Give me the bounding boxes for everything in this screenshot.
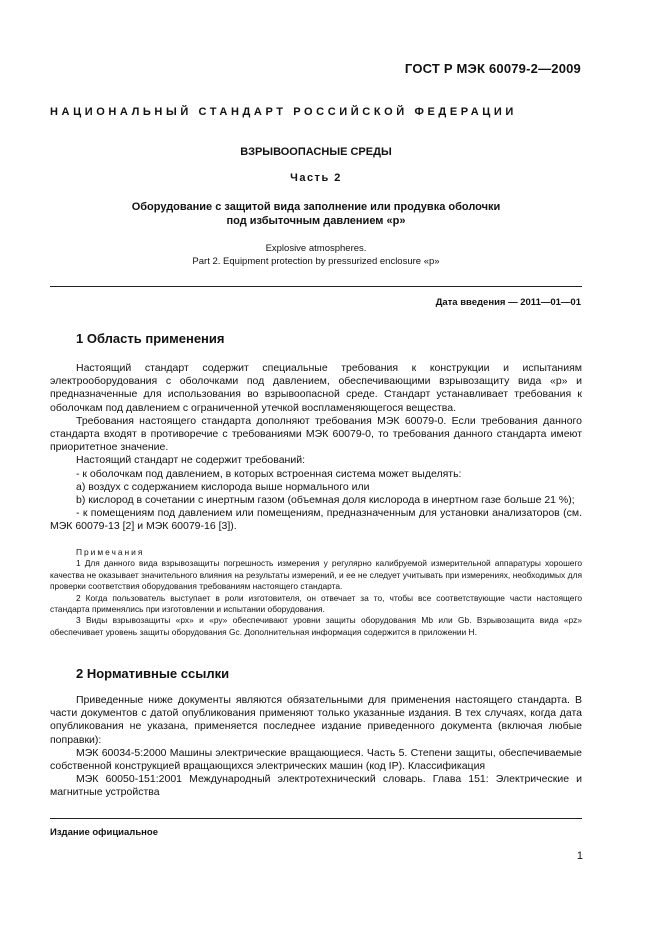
introduction-date: Дата введения — 2011—01—01 [435, 297, 581, 308]
notes-heading: Примечания [76, 547, 145, 557]
list-item: - к оболочкам под давлением, в которых встроенная система может выделять: [76, 467, 462, 480]
paragraph: Приведенные ниже документы являются обязательными для применения настоящего стандарта. В части документов с датой опубликования применяют только указанные издания. В тех случаях, когда дата опубликования не указана, применяется последнее издание приведенного документа (включая любые поправки): [50, 694, 582, 746]
paragraph: Настоящий стандарт содержит специальные требования к конструкции и испытаниям электрооборудования с оболочками под давлением, обеспечивающими взрывозащиту вида «р» и предназначенные для использования во взрывоопасной среде. Стандарт устанавливает требования к оболочкам под давлением с ограниченной утечкой воспламеняющегося вещества. [50, 362, 582, 414]
national-standard-banner: НАЦИОНАЛЬНЫЙ СТАНДАРТ РОССИЙСКОЙ ФЕДЕРАЦИИ [50, 106, 517, 118]
part-title-line-1: Оборудование с защитой вида заполнение или продувка оболочки [131, 201, 501, 213]
title-divider [50, 286, 582, 287]
section-1-body [50, 362, 582, 534]
note-item: 1 Для данного вида взрывозащиты погрешность измерения у регулярно калибруемой измерительной аппаратуры хорошего качества не оказывает значительного влияния на результаты измерений, и ее не следует учитывать при измерениях, необходимых для проверки соответствия оборудования требованиям настоящего стандарта. [50, 558, 582, 592]
standard-code: ГОСТ Р МЭК 60079-2—2009 [404, 61, 581, 76]
paragraph: Настоящий стандарт не содержит требований: [76, 454, 305, 467]
notes-block [50, 547, 582, 638]
english-title-line-1: Explosive atmospheres. [265, 243, 367, 254]
section-2-heading: 2 Нормативные ссылки [76, 666, 230, 681]
list-item: b) кислород в сочетании с инертным газом (объемная доля кислорода в инертном газе больше 21 %); [76, 494, 575, 507]
paragraph: Требования настоящего стандарта дополняют требования МЭК 60079-0. Если требования данного стандарта входят в противоречие с требованиями МЭК 60079-0, то требования данного стандарта имеют приоритетное значение. [50, 414, 582, 454]
english-title [50, 242, 582, 268]
english-title-line-2: Part 2. Equipment protection by pressurized enclosure «p» [192, 256, 440, 267]
reference-item: МЭК 60034-5:2000 Машины электрические вращающиеся. Часть 5. Степени защиты, обеспечиваемые собственной конструкцией вращающихся электрических машин (код IP). Классификация [50, 746, 582, 773]
document-title: ВЗРЫВООПАСНЫЕ СРЕДЫ [240, 146, 392, 158]
list-item: - к помещениям под давлением или помещениям, предназначенным для установки анализаторов (см. МЭК 60079-13 [2] и МЭК 60079-16 [3]). [50, 507, 582, 533]
page-number: 1 [576, 850, 583, 862]
part-label: Часть 2 [290, 172, 342, 184]
part-title-line-2: под избыточным давлением «р» [226, 215, 406, 227]
section-1-heading: 1 Область применения [76, 331, 225, 346]
footer-divider [50, 818, 582, 819]
reference-item: МЭК 60050-151:2001 Международный электротехнический словарь. Глава 151: Электрические и магнитные устройства [50, 773, 582, 799]
note-item: 3 Виды взрывозащиты «рх» и «ру» обеспечивают уровни защиты оборудования Mb или Gb. Взрывозащита вида «pz» обеспечивает уровень защиты оборудования Gc. Дополнительная информация содержится в приложении H. [50, 615, 582, 637]
edition-label: Издание официальное [50, 827, 158, 838]
list-item: a) воздух с содержанием кислорода выше нормального или [76, 480, 370, 493]
note-item: 2 Когда пользователь выступает в роли изготовителя, он отвечает за то, чтобы все соответствующие части настоящего стандарта применялись при изготовлении и испытании оборудования. [50, 592, 582, 615]
section-2-body [50, 694, 582, 800]
part-title [50, 200, 582, 228]
